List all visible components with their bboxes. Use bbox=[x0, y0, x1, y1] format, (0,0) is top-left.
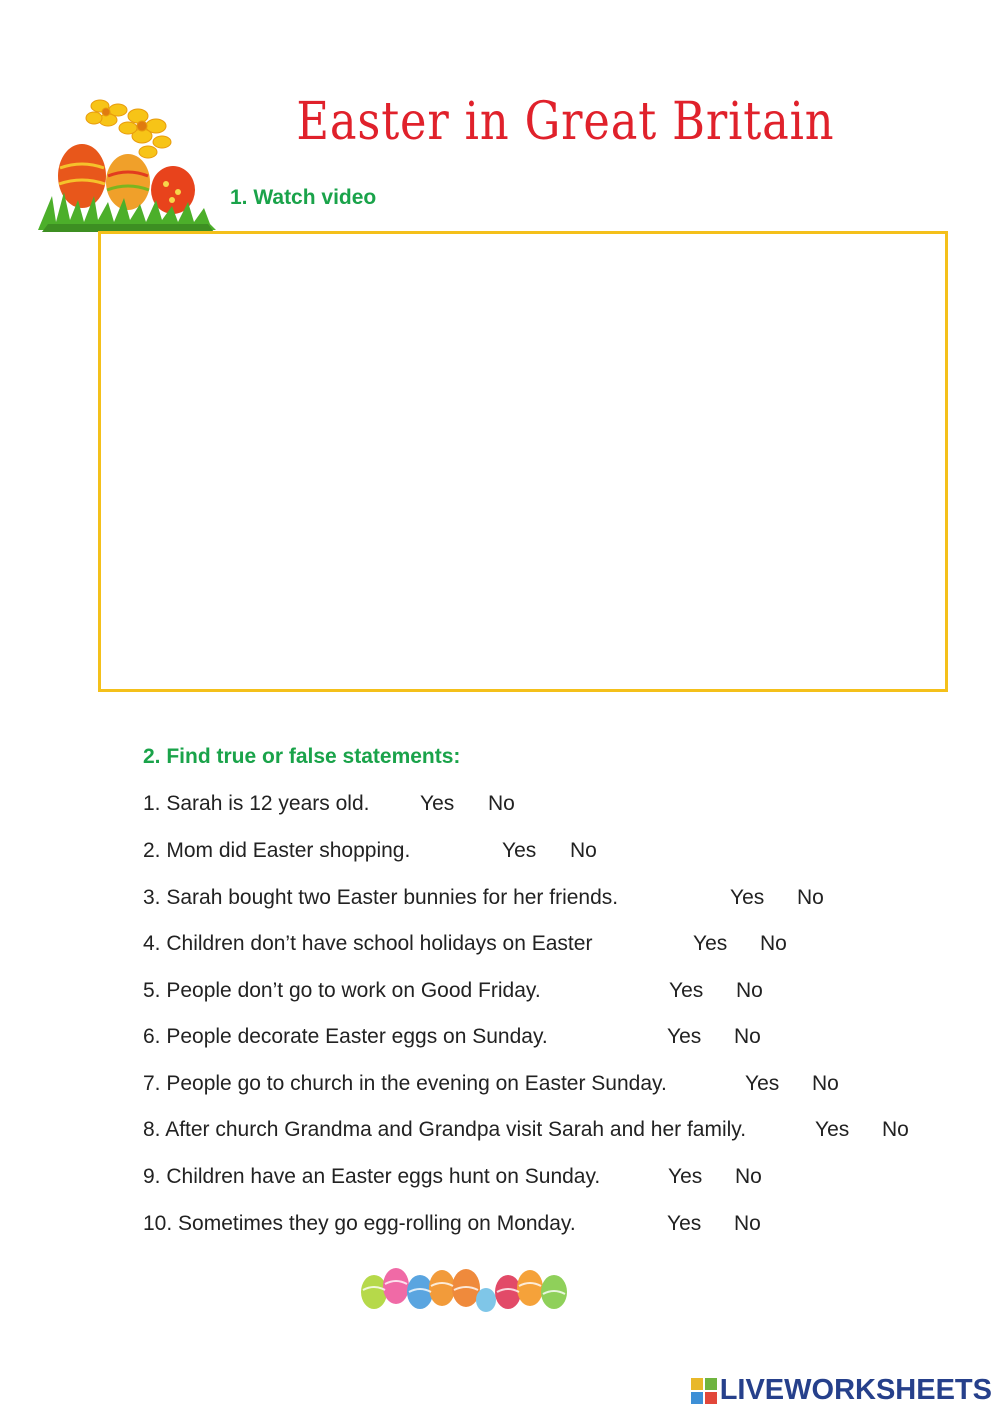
statement-text: 5. People don’t go to work on Good Friday. bbox=[143, 979, 541, 1002]
no-option[interactable]: No bbox=[736, 979, 763, 1002]
no-option[interactable]: No bbox=[797, 886, 824, 909]
statement-text: 4. Children don’t have school holidays on Easter bbox=[143, 932, 593, 955]
statement-text: 1. Sarah is 12 years old. bbox=[143, 792, 370, 815]
no-option[interactable]: No bbox=[882, 1118, 909, 1141]
liveworksheets-logo-icon bbox=[691, 1378, 717, 1404]
no-option[interactable]: No bbox=[812, 1072, 839, 1095]
section-heading-true-false: 2. Find true or false statements: bbox=[143, 745, 461, 768]
no-option[interactable]: No bbox=[760, 932, 787, 955]
statement-text: 9. Children have an Easter eggs hunt on Sunday. bbox=[143, 1165, 601, 1188]
statement-text: 7. People go to church in the evening on Easter Sunday. bbox=[143, 1072, 667, 1095]
liveworksheets-brand bbox=[691, 1374, 992, 1407]
yes-option[interactable]: Yes bbox=[668, 1165, 703, 1188]
yes-option[interactable]: Yes bbox=[502, 839, 537, 862]
statement-text: 8. After church Grandma and Grandpa visit Sarah and her family. bbox=[143, 1118, 747, 1141]
statement-text: 3. Sarah bought two Easter bunnies for her friends. bbox=[143, 886, 619, 909]
no-option[interactable]: No bbox=[570, 839, 597, 862]
statement-text: 6. People decorate Easter eggs on Sunday. bbox=[143, 1025, 548, 1048]
no-option[interactable]: No bbox=[735, 1165, 762, 1188]
yes-option[interactable]: Yes bbox=[815, 1118, 850, 1141]
no-option[interactable]: No bbox=[488, 792, 515, 815]
brand-name: LIVEWORKSHEETS bbox=[719, 1374, 992, 1406]
yes-option[interactable]: Yes bbox=[669, 979, 704, 1002]
page-title: Easter in Great Britain bbox=[296, 92, 835, 152]
yes-option[interactable]: Yes bbox=[693, 932, 728, 955]
egg-icon bbox=[361, 1268, 567, 1312]
statement-text: 10. Sometimes they go egg-rolling on Monday. bbox=[143, 1212, 576, 1235]
statement-text: 2. Mom did Easter shopping. bbox=[143, 839, 411, 862]
section-heading-watch-video: 1. Watch video bbox=[230, 186, 377, 209]
video-frame[interactable] bbox=[98, 231, 948, 692]
easter-eggs-row-illustration bbox=[358, 1262, 588, 1318]
yes-option[interactable]: Yes bbox=[667, 1025, 702, 1048]
yes-option[interactable]: Yes bbox=[745, 1072, 780, 1095]
yes-option[interactable]: Yes bbox=[667, 1212, 702, 1235]
no-option[interactable]: No bbox=[734, 1212, 761, 1235]
yes-option[interactable]: Yes bbox=[730, 886, 765, 909]
yes-option[interactable]: Yes bbox=[420, 792, 455, 815]
no-option[interactable]: No bbox=[734, 1025, 761, 1048]
